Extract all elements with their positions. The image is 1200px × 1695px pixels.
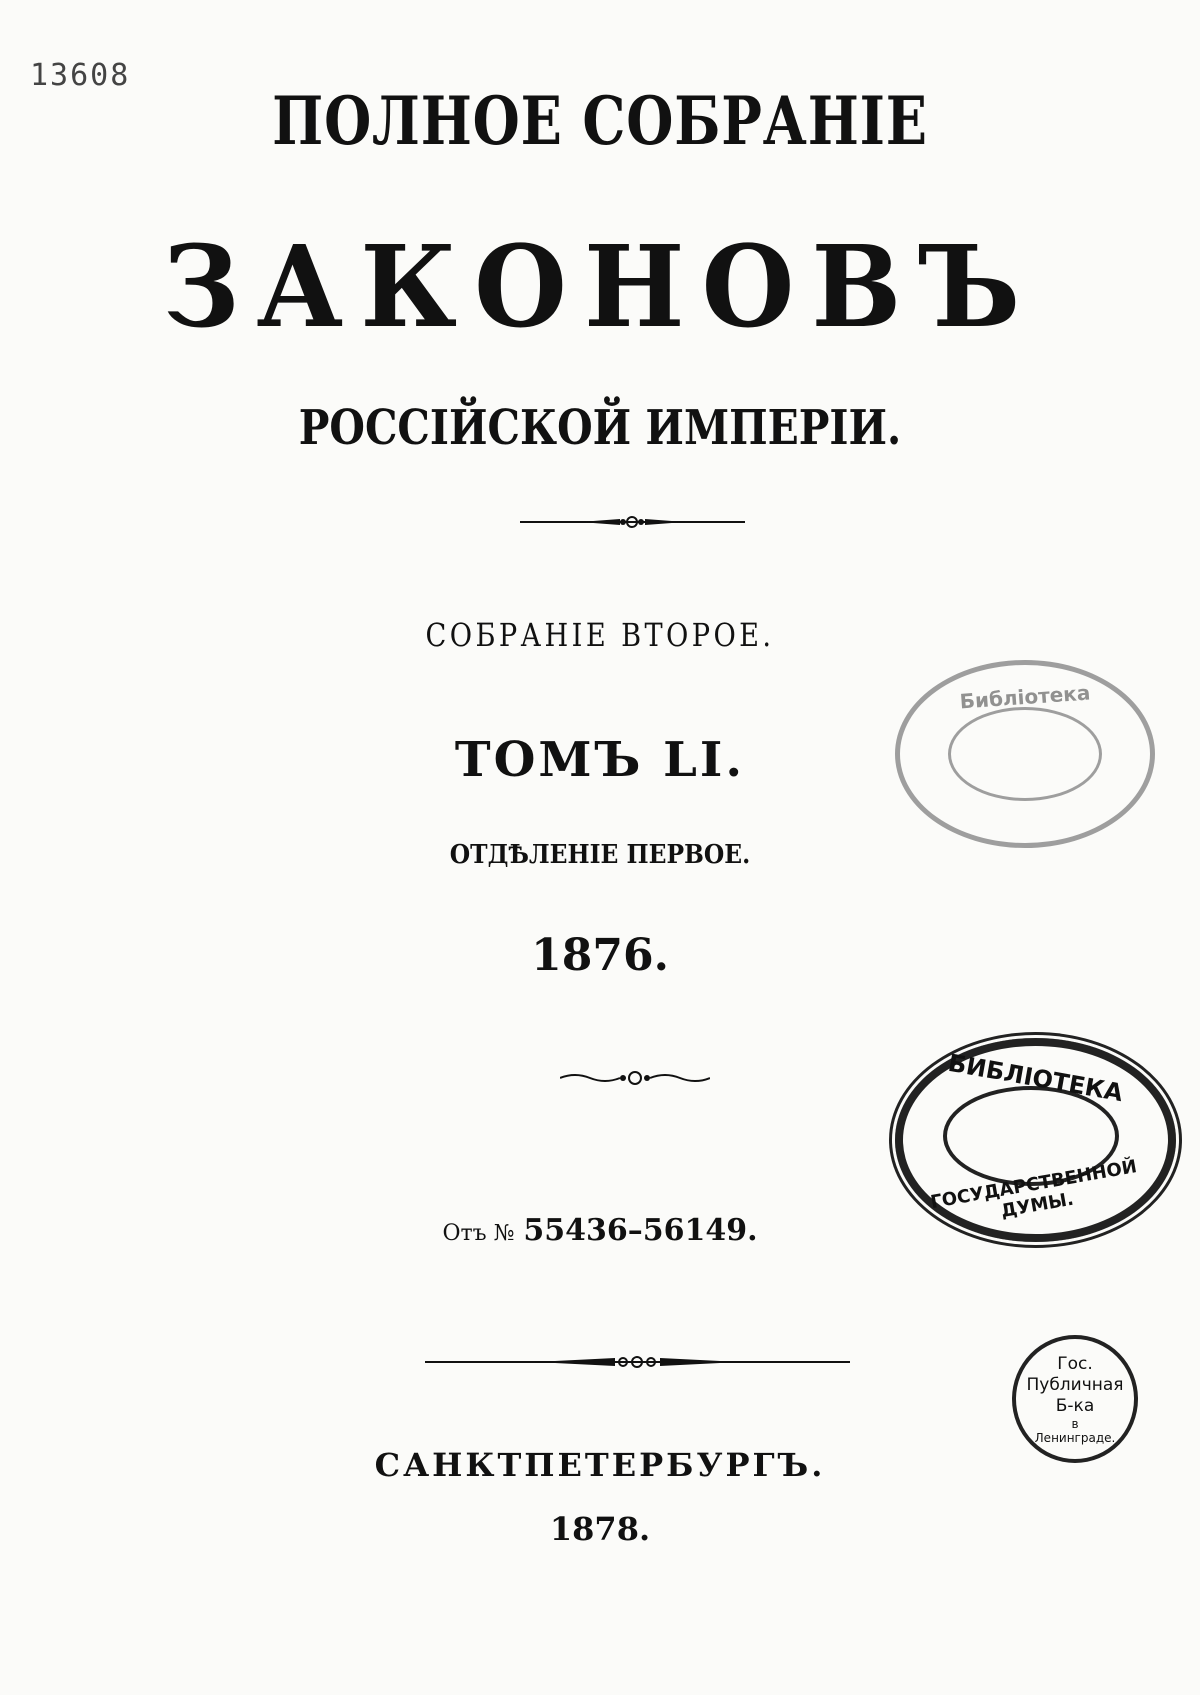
number-range-prefix: Отъ № [442,1221,515,1246]
stamp-faded-text: Библіотека [958,680,1092,714]
stamp-inner-ring [948,707,1102,801]
stamp3-line: Б-ка [1055,1395,1095,1416]
volume-label: ТОМЪ LI. [454,732,746,788]
stamp-bottom-text: ГОСУДАРСТВЕННОЙ ДУМЫ. [928,1156,1139,1223]
library-stamp-faded [895,660,1155,848]
duma-library-stamp [895,1038,1176,1242]
collection-label: СОБРАНІЕ ВТОРОЕ. [425,616,775,654]
stamp3-line: Ленинграде. [1034,1430,1116,1445]
stamp3-line: Гос. [1057,1353,1093,1374]
title-line-1: ПОЛНОЕ СОБРАНІЕ [272,82,928,160]
shelfmark-number: 13608 [30,58,131,93]
ornament-divider-2 [560,1068,710,1088]
public-library-stamp [1012,1335,1138,1463]
section-label: ОТДѢЛЕНІЕ ПЕРВОЕ. [449,840,751,870]
year-label: 1876. [531,930,669,981]
stamp3-line: в [1071,1416,1079,1431]
ornament-divider-3 [425,1350,850,1374]
ornament-divider-1 [520,510,745,534]
number-range-values: 55436–56149. [523,1213,758,1248]
title-line-2: ЗАКОНОВЪ [162,222,1038,353]
imprint-city: САНКТПЕТЕРБУРГЪ. [374,1446,826,1484]
title-line-3: РОССІЙСКОЙ ИМПЕРІИ. [298,400,902,456]
stamp-top-text: БИБЛІОТЕКА [945,1048,1126,1108]
stamp3-line: Публичная [1026,1374,1124,1395]
imprint-year: 1878. [549,1510,651,1548]
